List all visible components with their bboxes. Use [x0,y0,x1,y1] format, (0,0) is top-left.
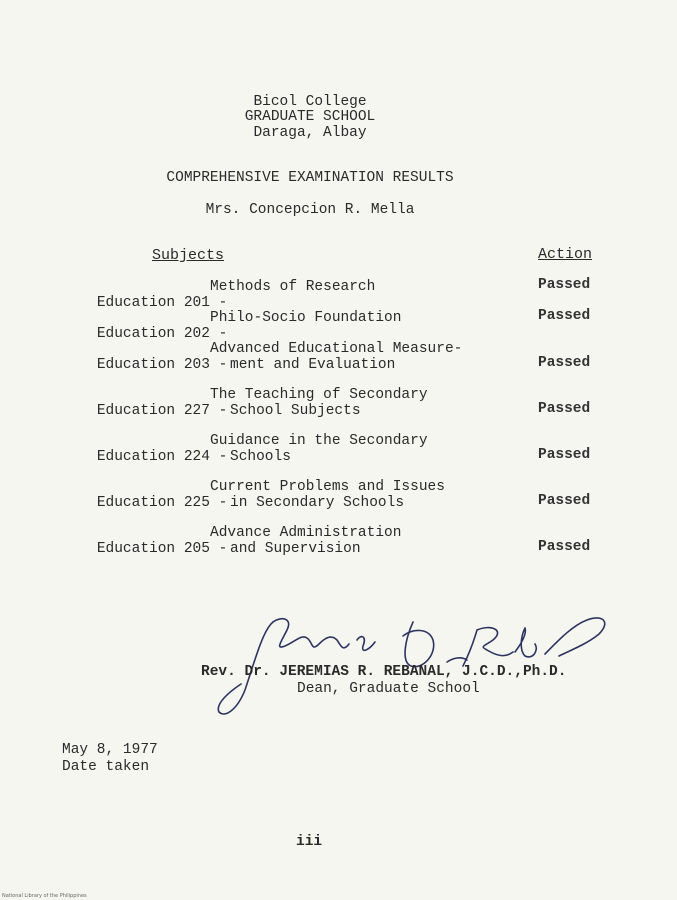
course-code: Education 202 - [96,326,228,342]
course-title-continued: School Subjects [230,403,361,419]
signatory-name: Rev. Dr. JEREMIAS R. REBANAL, J.C.D.,Ph.D. [201,664,567,680]
action-status: Passed [538,493,591,509]
course-title: Methods of Research [210,279,376,295]
course-title-continued: ment and Evaluation [230,357,396,373]
course-title: Guidance in the Secondary [210,433,428,449]
document-title: COMPREHENSIVE EXAMINATION RESULTS [166,170,454,186]
course-title: The Teaching of Secondary [210,387,428,403]
course-code: Education 205 - [96,541,228,557]
course-title-continued: in Secondary Schools [230,495,405,511]
page-number: iii [296,834,323,850]
course-title: Current Problems and Issues [210,479,445,495]
action-status: Passed [538,308,591,324]
signatory-role: Dean, Graduate School [297,681,480,697]
course-code: Education 224 - [96,449,228,465]
candidate-name: Mrs. Concepcion R. Mella [205,202,415,218]
action-status: Passed [538,447,591,463]
school-name: GRADUATE SCHOOL [244,109,376,125]
course-title: Advanced Educational Measure- [210,341,463,357]
footer-attribution: National Library of the Philippines [2,893,87,899]
date-value: May 8, 1977 [62,742,158,758]
table-row [62,525,402,605]
action-status: Passed [538,401,591,417]
location: Daraga, Albay [253,125,367,141]
course-title-continued: and Supervision [230,541,361,557]
course-title-continued: Schools [230,449,291,465]
handwritten-signature [215,600,625,720]
course-title: Philo-Socio Foundation [210,310,402,326]
action-status: Passed [538,277,591,293]
course-code: Education 227 - [96,403,228,419]
course-code: Education 225 - [96,495,228,511]
action-status: Passed [538,539,591,555]
date-label: Date taken [62,759,150,775]
date-block [62,742,158,776]
institution-name: Bicol College [253,94,367,110]
action-header: Action [538,246,593,263]
course-code: Education 203 - [96,357,228,373]
subjects-header: Subjects [152,247,225,264]
course-code: Education 201 - [96,295,228,311]
course-title: Advance Administration [210,525,402,541]
action-status: Passed [538,355,591,371]
